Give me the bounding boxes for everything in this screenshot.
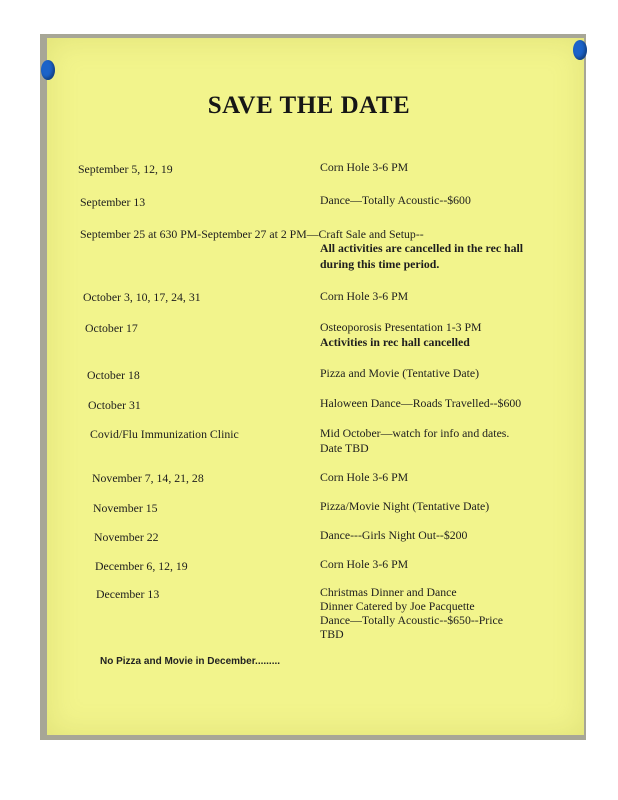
event-activity: Pizza/Movie Night (Tentative Date) [320, 499, 490, 513]
event-date: December 13 [96, 587, 160, 601]
event-activity: Christmas Dinner and Dance [320, 585, 457, 599]
event-note: Activities in rec hall cancelled [320, 335, 470, 349]
event-activity: Dance—Totally Acoustic--$600 [320, 193, 471, 207]
event-date: November 15 [93, 501, 158, 515]
flyer-title: SAVE THE DATE [207, 92, 411, 119]
event-date: October 18 [87, 368, 140, 382]
event-date: November 22 [94, 530, 159, 544]
event-activity: Corn Hole 3-6 PM [320, 289, 409, 303]
event-note: All activities are cancelled in the rec hall [320, 241, 524, 255]
footer-note: No Pizza and Movie in December......... [100, 656, 281, 667]
event-activity: Date TBD [320, 441, 369, 455]
event-activity: Dance---Girls Night Out--$200 [320, 528, 468, 542]
event-date: September 25 at 630 PM-September 27 at 2 PM—Craft Sale and Setup-- [80, 227, 424, 241]
event-note: during this time period. [320, 257, 440, 271]
push-pin-icon [41, 60, 55, 80]
event-date: November 7, 14, 21, 28 [92, 471, 204, 485]
event-date: October 17 [85, 321, 138, 335]
event-activity: Osteoporosis Presentation 1-3 PM [320, 320, 482, 334]
event-activity: Corn Hole 3-6 PM [320, 160, 409, 174]
event-date: September 13 [80, 195, 146, 209]
event-activity: Pizza and Movie (Tentative Date) [320, 366, 480, 380]
event-activity: Dance—Totally Acoustic--$650--Price [320, 613, 503, 627]
event-activity: TBD [320, 627, 344, 641]
event-date: September 5, 12, 19 [78, 162, 173, 176]
event-date: October 31 [88, 398, 141, 412]
event-date: December 6, 12, 19 [95, 559, 188, 573]
push-pin-icon [573, 40, 587, 60]
flyer-paper [47, 38, 584, 735]
event-date: Covid/Flu Immunization Clinic [90, 427, 239, 441]
event-date: October 3, 10, 17, 24, 31 [83, 290, 201, 304]
event-activity: Dinner Catered by Joe Pacquette [320, 599, 475, 613]
event-activity: Corn Hole 3-6 PM [320, 470, 409, 484]
event-activity: Haloween Dance—Roads Travelled--$600 [320, 396, 522, 410]
event-activity: Mid October—watch for info and dates. [320, 426, 510, 440]
event-activity: Corn Hole 3-6 PM [320, 557, 409, 571]
